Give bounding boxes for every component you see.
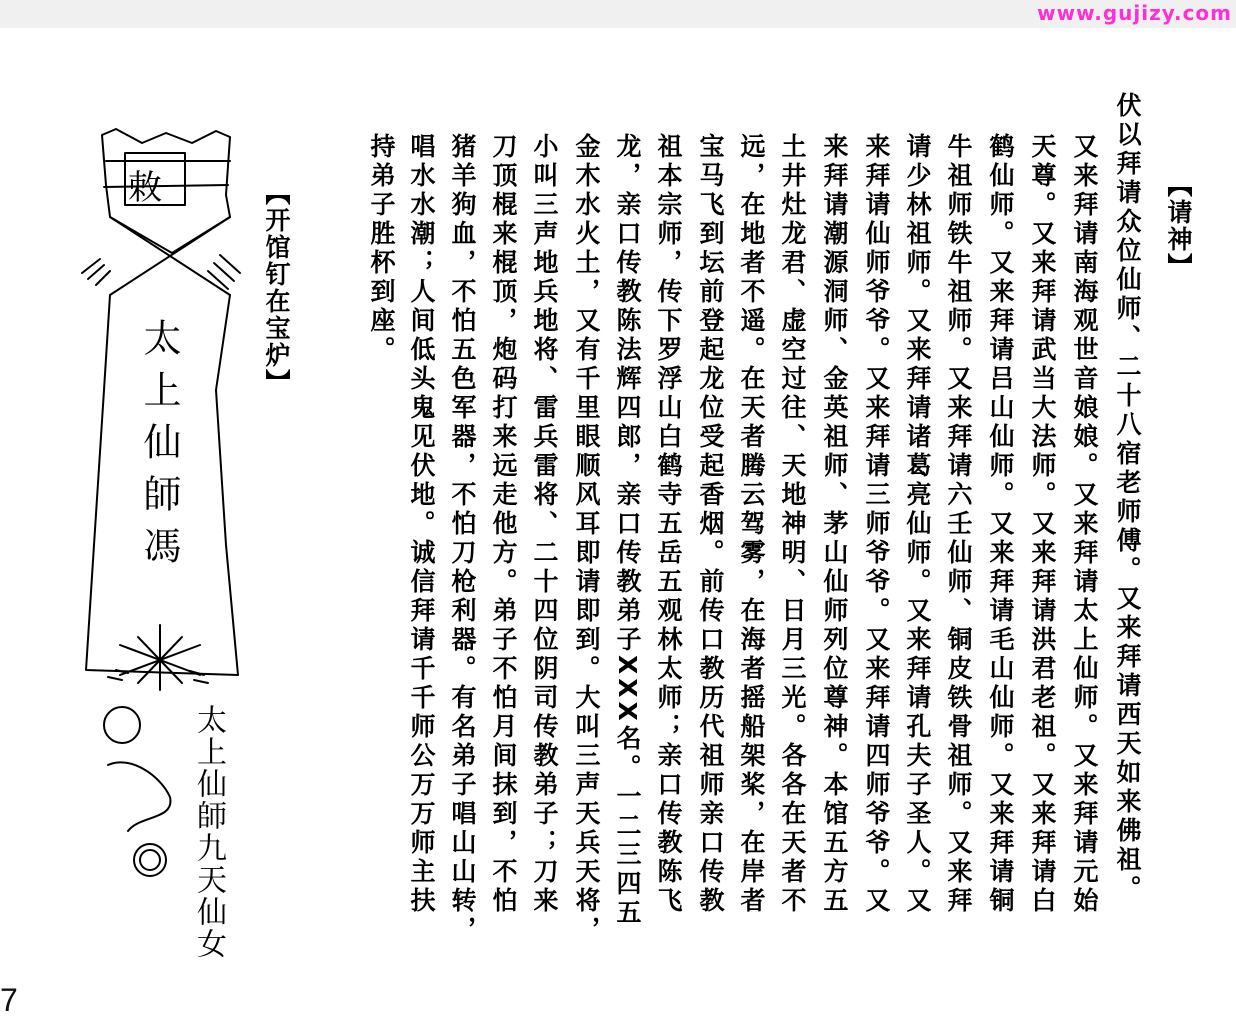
- text-column-17: 猪羊狗血，不怕五色军器，不怕刀枪利器。有名弟子唱山山转，: [448, 133, 477, 945]
- talisman-main-inscription: 太上仙師馮: [137, 318, 181, 578]
- text-column-10: 远，在地者不遥。在天者腾云驾雾，在海者摇船架桨，在岸者: [737, 133, 766, 916]
- site-url-watermark: www.gujizy.com: [1037, 1, 1232, 25]
- text-column-12: 祖本宗师，传下罗浮山白鹤寺五岳五观林太师；亲口传教陈飞: [654, 133, 683, 916]
- section-heading-qingshen: 【请神】: [1164, 172, 1193, 280]
- text-column-18: 唱水水潮；人间低头鬼见伏地。诚信拜请千千师公万万师主扶: [407, 133, 436, 916]
- text-column-15: 小叫三声地兵地将、雷兵雷将、二十四位阴司传教弟子；刀来: [530, 133, 559, 916]
- text-column-5: 牛祖师铁牛祖师。又来拜请六壬仙师、铜皮铁骨祖师。又来拜: [944, 133, 973, 916]
- text-column-1: 伏以拜请众位仙师、二十八宿老师傅。又来拜请西天如来佛祖。: [1113, 92, 1142, 904]
- text-column-6: 请少林祖师。又来拜请诸葛亮仙师。又来拜请孔夫子圣人。又: [903, 133, 932, 916]
- text-column-2: 又来拜请南海观世音娘娘。又来拜请太上仙师。又来拜请元始: [1070, 133, 1099, 916]
- text-column-9: 土井灶龙君、虚空过往、天地神明、日月三光。各各在天者不: [778, 133, 807, 916]
- text-column-13: 龙，亲口传教陈法辉四郎，亲口传教弟子XXX名。一二三四五: [613, 133, 642, 928]
- watermark-bar: [0, 0, 1236, 28]
- talisman-top-character: 敕: [128, 168, 162, 208]
- text-column-19: 持弟子胜杯到座。: [367, 133, 396, 365]
- page-number: 7: [0, 982, 18, 1018]
- text-column-7: 来拜请仙师爷爷。又来拜请三师爷爷。又来拜请四师爷爷。又: [862, 133, 891, 916]
- text-column-11: 宝马飞到坛前登起龙位受起香烟。前传口教历代祖师亲口传教: [696, 133, 725, 916]
- text-column-4: 鹤仙师。又来拜请吕山仙师。又来拜请毛山仙师。又来拜请铜: [986, 133, 1015, 916]
- talisman-side-inscription: 太上仙師九天仙女: [191, 704, 226, 960]
- text-column-3: 天尊。又来拜请武当大法师。又来拜请洪君老祖。又来拜请白: [1028, 133, 1057, 916]
- text-column-16: 刀顶棍来棍顶，炮码打来远走他方。弟子不怕月间抹到，不怕: [489, 133, 518, 916]
- text-column-8: 来拜请潮源洞师、金英祖师、茅山仙师列位尊神。本馆五方五: [820, 133, 849, 916]
- section-heading-kaiguan: 【开馆钉在宝炉】: [262, 180, 291, 396]
- text-column-14: 金木水火土，又有千里眼顺风耳即请即到。大叫三声天兵天将，: [572, 133, 601, 945]
